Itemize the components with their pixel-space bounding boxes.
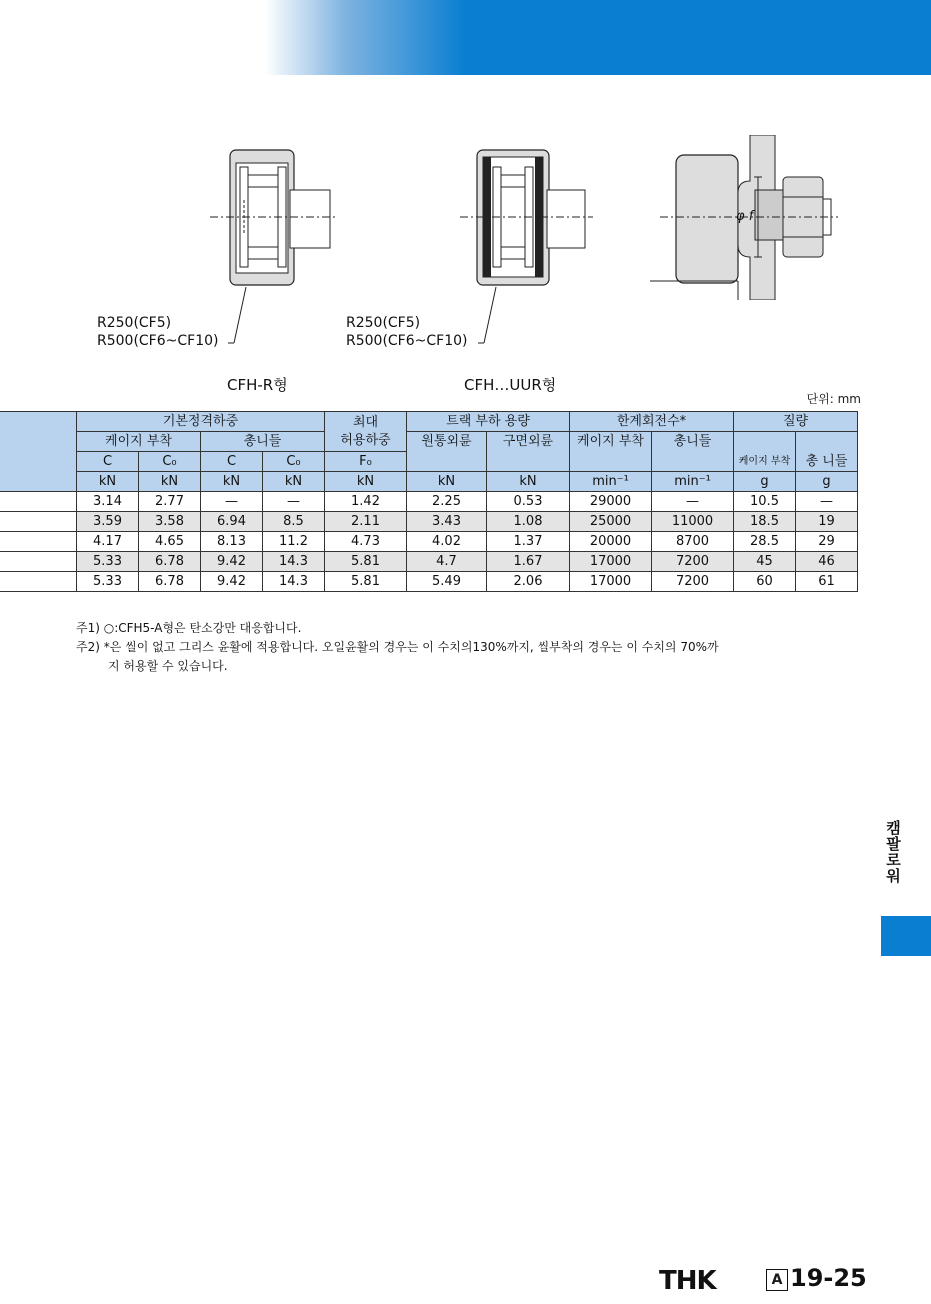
header-mass: 질량 xyxy=(734,412,858,432)
cell-c0-full: 14.3 xyxy=(263,572,325,592)
unit-min-2: min⁻¹ xyxy=(652,472,734,492)
header-full-mass: 총 니들 xyxy=(796,432,858,472)
cell-mass-cage: 18.5 xyxy=(734,512,796,532)
cell-c0-full: 11.2 xyxy=(263,532,325,552)
cell-speed-cage: 25000 xyxy=(570,512,652,532)
sym-c-full: C xyxy=(201,452,263,472)
cell-speed-cage: 20000 xyxy=(570,532,652,552)
cell-cyl: 4.02 xyxy=(407,532,487,552)
side-section-tab xyxy=(881,916,931,956)
header-cage-speed: 케이지 부착 xyxy=(570,432,652,472)
left-material-label-1: R250(CF5) xyxy=(97,315,172,331)
cell-speed-cage: 17000 xyxy=(570,572,652,592)
spec-table-blank-header xyxy=(0,412,77,492)
cell-c-full: 9.42 xyxy=(201,572,263,592)
table-row xyxy=(0,492,858,512)
cell-f0: 5.81 xyxy=(325,572,407,592)
cell-mass-full: — xyxy=(796,492,858,512)
note-1: 주1) ○:CFH5-A형은 탄소강만 대응합니다. xyxy=(76,621,302,635)
cell-speed-full: — xyxy=(652,492,734,512)
sym-c0-full: C₀ xyxy=(263,452,325,472)
unit-kn-7: kN xyxy=(487,472,570,492)
cell-c: 3.14 xyxy=(77,492,139,512)
note-2: 주2) *은 씰이 없고 그리스 윤활에 적용합니다. 오일윤활의 경우는 이 수치의130%까지, 씰부착의 경우는 이 수치의 70%까 xyxy=(76,640,719,654)
cell-speed-full: 7200 xyxy=(652,572,734,592)
table-row xyxy=(0,532,858,552)
cell-cyl: 2.25 xyxy=(407,492,487,512)
header-limit-speed: 한계회전수* xyxy=(570,412,734,432)
cfh-uur-leader-line xyxy=(478,285,508,350)
header-cage-mass: 케이지 부착 xyxy=(734,432,796,472)
cell-c0-full: 14.3 xyxy=(263,552,325,572)
cfh-r-drawing xyxy=(200,135,340,295)
cell-speed-full: 8700 xyxy=(652,532,734,552)
unit-kn-1: kN xyxy=(77,472,139,492)
table-row xyxy=(0,552,858,572)
table-row xyxy=(0,572,858,592)
cell-mass-cage: 60 xyxy=(734,572,796,592)
cell-c-full: — xyxy=(201,492,263,512)
cell-c-full: 9.42 xyxy=(201,552,263,572)
header-cage: 케이지 부착 xyxy=(77,432,201,452)
cell-c-full: 8.13 xyxy=(201,532,263,552)
header-max-load-2: 허용하중 xyxy=(340,432,391,448)
unit-g-2: g xyxy=(796,472,858,492)
table-notes xyxy=(76,619,719,676)
header-track-load: 트랙 부하 용량 xyxy=(407,412,570,432)
cell-mass-full: 19 xyxy=(796,512,858,532)
right-material-label-2: R500(CF6~CF10) xyxy=(346,333,468,349)
header-spherical: 구면외륜 xyxy=(487,432,570,472)
cell-speed-cage: 29000 xyxy=(570,492,652,512)
sym-c0: C₀ xyxy=(139,452,201,472)
cell-c0: 6.78 xyxy=(139,572,201,592)
left-material-label-2: R500(CF6~CF10) xyxy=(97,333,219,349)
cell-speed-cage: 17000 xyxy=(570,552,652,572)
cell-c-full: 6.94 xyxy=(201,512,263,532)
page-number: 19-25 xyxy=(790,1264,867,1292)
header-cylindrical: 원통외륜 xyxy=(407,432,487,472)
note-2-continued: 지 허용할 수 있습니다. xyxy=(108,659,228,673)
header-max-load-1: 최대 xyxy=(352,414,379,430)
header-max-load xyxy=(325,412,407,452)
cell-c0: 4.65 xyxy=(139,532,201,552)
section-letter-box: A xyxy=(766,1269,788,1291)
cell-c: 3.59 xyxy=(77,512,139,532)
cell-sph: 1.08 xyxy=(487,512,570,532)
phi-f-label: φ f xyxy=(736,209,754,224)
cell-sph: 2.06 xyxy=(487,572,570,592)
cell-mass-full: 46 xyxy=(796,552,858,572)
cell-mass-full: 29 xyxy=(796,532,858,552)
cell-cyl: 3.43 xyxy=(407,512,487,532)
header-full-speed: 총니들 xyxy=(652,432,734,472)
unit-g-1: g xyxy=(734,472,796,492)
caption-cfh-uur: CFH…UUR형 xyxy=(464,376,557,394)
cell-f0: 5.81 xyxy=(325,552,407,572)
cell-cyl: 4.7 xyxy=(407,552,487,572)
cell-sph: 0.53 xyxy=(487,492,570,512)
unit-kn-4: kN xyxy=(263,472,325,492)
cell-mass-cage: 10.5 xyxy=(734,492,796,512)
cell-f0: 4.73 xyxy=(325,532,407,552)
cell-sph: 1.37 xyxy=(487,532,570,552)
caption-cfh-r: CFH-R형 xyxy=(227,376,288,394)
sym-c: C xyxy=(77,452,139,472)
cfh-uur-drawing xyxy=(455,135,595,295)
side-section-label: 캠팔로워 xyxy=(884,820,902,884)
cell-mass-full: 61 xyxy=(796,572,858,592)
unit-kn-6: kN xyxy=(407,472,487,492)
cell-c: 5.33 xyxy=(77,572,139,592)
unit-label: 단위: mm xyxy=(806,392,861,406)
table-row xyxy=(0,512,858,532)
cell-mass-cage: 28.5 xyxy=(734,532,796,552)
cell-c0: 2.77 xyxy=(139,492,201,512)
header-basic-load: 기본정격하중 xyxy=(77,412,325,432)
cell-c0-full: 8.5 xyxy=(263,512,325,532)
cell-mass-cage: 45 xyxy=(734,552,796,572)
cell-f0: 1.42 xyxy=(325,492,407,512)
unit-kn-3: kN xyxy=(201,472,263,492)
cell-f0: 2.11 xyxy=(325,512,407,532)
header-full: 총니들 xyxy=(201,432,325,452)
header-color-band xyxy=(265,0,931,75)
cell-c: 5.33 xyxy=(77,552,139,572)
spec-table xyxy=(0,411,858,592)
cfh-r-leader-line xyxy=(228,285,258,350)
cell-speed-full: 7200 xyxy=(652,552,734,572)
right-material-label-1: R250(CF5) xyxy=(346,315,421,331)
sym-f0: F₀ xyxy=(325,452,407,472)
cell-c0: 6.78 xyxy=(139,552,201,572)
cell-sph: 1.67 xyxy=(487,552,570,572)
cell-c0: 3.58 xyxy=(139,512,201,532)
unit-kn-2: kN xyxy=(139,472,201,492)
cell-c: 4.17 xyxy=(77,532,139,552)
unit-kn-5: kN xyxy=(325,472,407,492)
unit-min-1: min⁻¹ xyxy=(570,472,652,492)
cell-speed-full: 11000 xyxy=(652,512,734,532)
cell-c0-full: — xyxy=(263,492,325,512)
cell-cyl: 5.49 xyxy=(407,572,487,592)
thk-logo: THK xyxy=(659,1266,716,1296)
